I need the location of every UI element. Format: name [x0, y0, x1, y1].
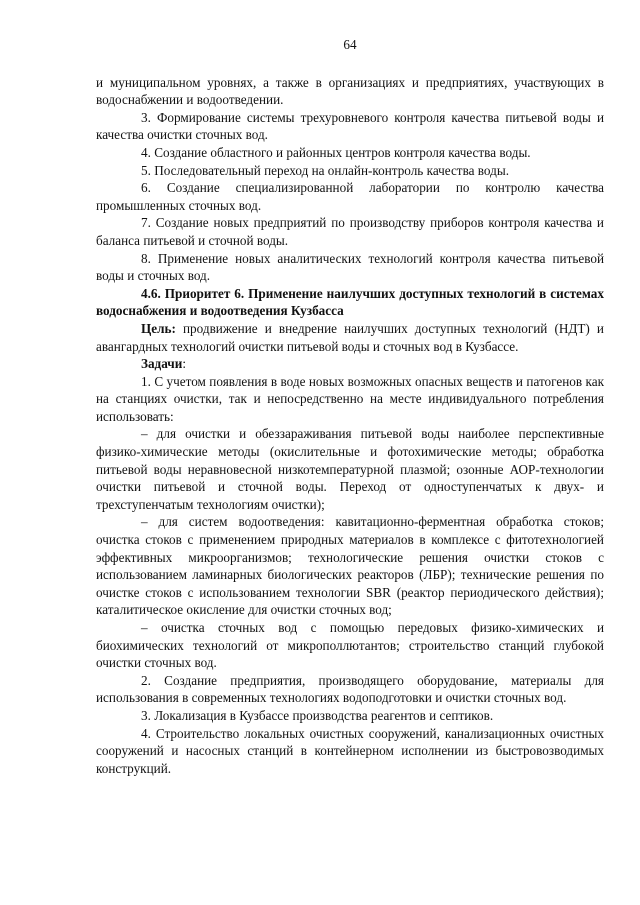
tasks-heading	[96, 355, 604, 373]
page-number: 64	[343, 37, 357, 52]
task-item: 1. С учетом появления в воде новых возможных опасных веществ и патогенов как на станциях очистки, так и непосредственно на месте индивидуального потребления использовать:	[96, 373, 604, 424]
list-item: 5. Последовательный переход на онлайн-контроль качества воды.	[141, 162, 509, 178]
list-item: 4. Создание областного и районных центров контроля качества воды.	[141, 144, 531, 160]
task-subitem: – для систем водоотведения: кавитационно-ферментная обработка стоков; очистка стоков с применением природных материалов в комплексе с фитотехнологией эффективных микроорганизмов; технологические решения очистки стоков с использованием ламинарных биологических реакторов (ЛБР); технические решения по очистке стоков с использованием технологии SBR (реактор периодического действия); каталитическое окисление для очистки сточных вод;	[96, 514, 604, 618]
tasks-label: Задачи	[141, 356, 183, 372]
list-item: 6. Создание специализированной лаборатории по контролю качества промышленных сточных вод.	[96, 180, 604, 213]
task-item: 2. Создание предприятия, производящего оборудование, материалы для использования в современных технологиях водоподготовки и очистки сточных вод.	[96, 672, 604, 706]
list-item: 3. Формирование системы трехуровневого контроля качества питьевой воды и качества очистки сточных вод.	[96, 109, 604, 143]
task-subitem: – очистка сточных вод с помощью передовых физико-химических и биохимических технологий от микрополлютантов; строительство станций глубокой очистки сточных вод.	[96, 620, 604, 671]
list-item: 8. Применение новых аналитических технологий контроля качества питьевой воды и сточных вод.	[96, 250, 604, 284]
goal-label: Цель:	[141, 320, 176, 336]
task-item: 3. Локализация в Кузбассе производства реагентов и септиков.	[141, 707, 494, 723]
tasks-colon: :	[182, 356, 186, 372]
task-item: 4. Строительство локальных очистных сооружений, канализационных очистных сооружений и насосных станций в контейнерном исполнении из быстровозводимых конструкций.	[96, 725, 604, 776]
list-item: 7. Создание новых предприятий по производству приборов контроля качества и баланса питьевой и сточной воды.	[96, 215, 604, 248]
goal-text: продвижение и внедрение наилучших доступных технологий (НДТ) и авангардных технологий очистки питьевой воды и сточных вод в Кузбассе.	[96, 320, 604, 354]
paragraph-continuation: и муниципальном уровнях, а также в организациях и предприятиях, участвующих в водоснабжении и водоотведении.	[96, 74, 604, 108]
document-page	[96, 36, 604, 777]
section-heading: 4.6. Приоритет 6. Применение наилучших доступных технологий в системах водоснабжения и водоотведения Кузбасса	[96, 285, 604, 319]
goal-paragraph	[96, 320, 604, 355]
task-subitem: – для очистки и обеззараживания питьевой воды наиболее перспективные физико-химические методы (окислительные и фотохимические методы; обработка питьевой воды неравновесной низкотемпературной плазмой; озонные АОР-технологии очистки питьевой и сточной воды. Переход от одноступенчатых к двух- и трехступенчатым технологиям очистки);	[96, 426, 604, 512]
